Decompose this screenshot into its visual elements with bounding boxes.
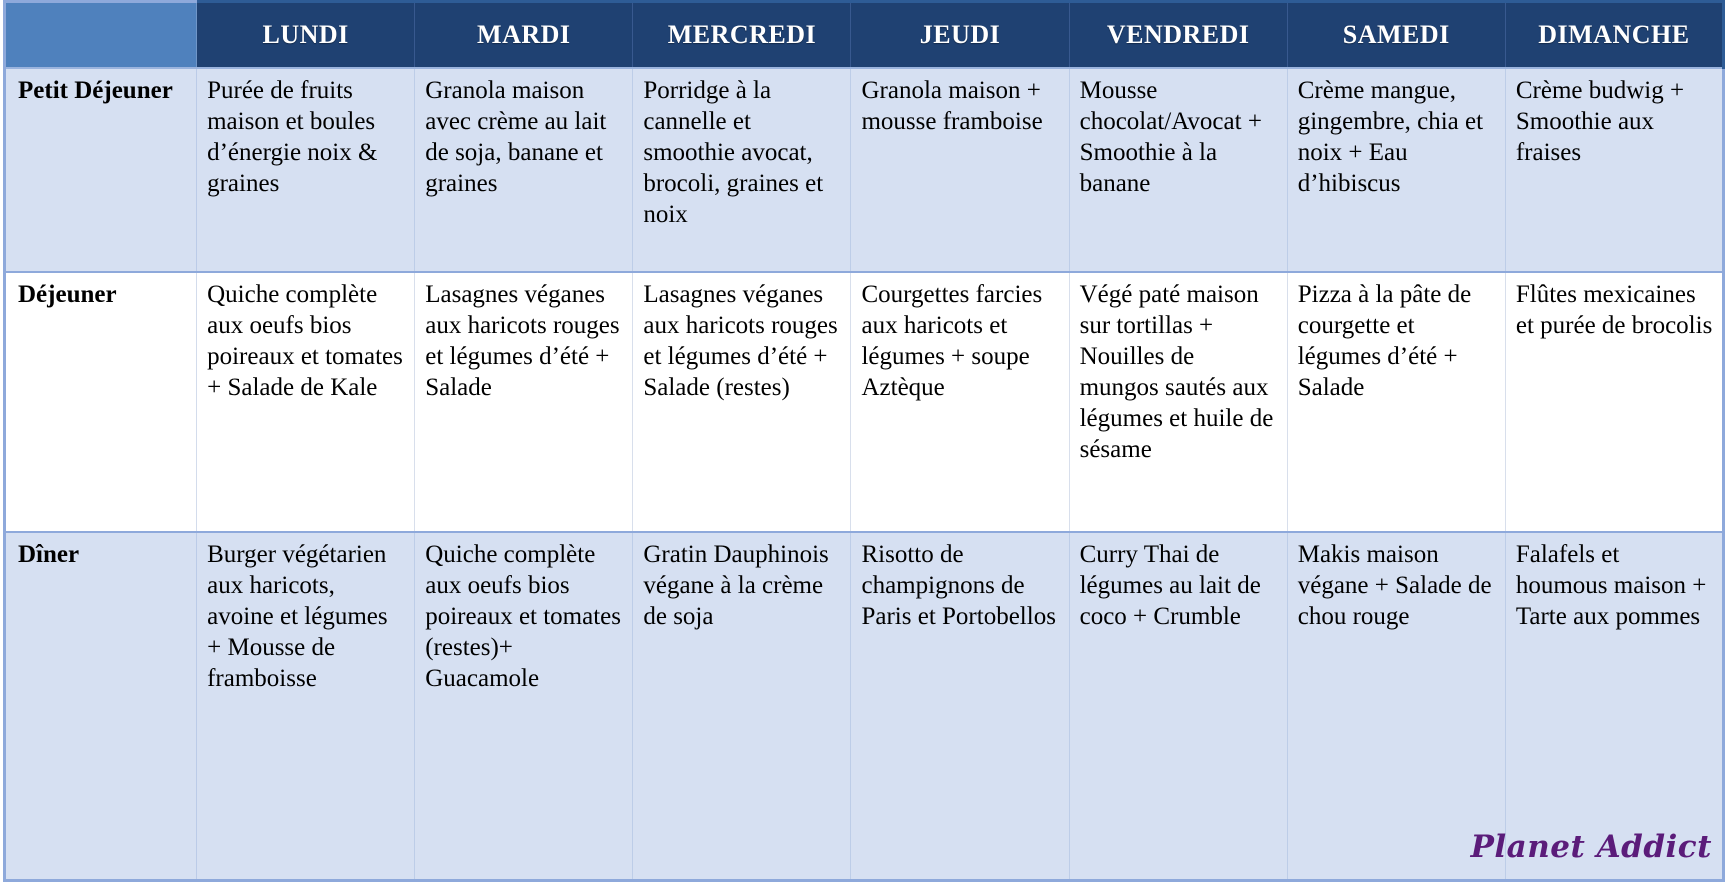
cell-dinner-wednesday: Gratin Dauphinois végane à la crème de soja — [633, 532, 851, 881]
header-row — [5, 2, 1724, 69]
table-body — [5, 68, 1724, 881]
table-row-dinner — [5, 532, 1724, 881]
cell-breakfast-tuesday: Granola maison avec crème au lait de soja, banane et graines — [415, 68, 633, 272]
column-header-friday: VENDREDI — [1069, 2, 1287, 69]
cell-breakfast-wednesday: Porridge à la cannelle et smoothie avocat, brocoli, graines et noix — [633, 68, 851, 272]
meal-label-dinner: Dîner — [5, 532, 197, 881]
cell-lunch-wednesday: Lasagnes véganes aux haricots rouges et légumes d’été + Salade (restes) — [633, 272, 851, 532]
cell-dinner-saturday: Makis maison végane + Salade de chou rouge — [1287, 532, 1505, 881]
cell-dinner-monday: Burger végétarien aux haricots, avoine et légumes + Mousse de framboisse — [197, 532, 415, 881]
cell-breakfast-thursday: Granola maison + mousse framboise — [851, 68, 1069, 272]
meal-label-lunch: Déjeuner — [5, 272, 197, 532]
cell-dinner-thursday: Risotto de champignons de Paris et Portobellos — [851, 532, 1069, 881]
cell-breakfast-saturday: Crème mangue, gingembre, chia et noix + Eau d’hibiscus — [1287, 68, 1505, 272]
column-header-tuesday: MARDI — [415, 2, 633, 69]
cell-dinner-sunday: Falafels et houmous maison + Tarte aux pommes — [1505, 532, 1723, 881]
column-header-wednesday: MERCREDI — [633, 2, 851, 69]
cell-dinner-tuesday: Quiche complète aux oeufs bios poireaux et tomates (restes)+ Guacamole — [415, 532, 633, 881]
column-header-monday: LUNDI — [197, 2, 415, 69]
cell-breakfast-friday: Mousse chocolat/Avocat + Smoothie à la banane — [1069, 68, 1287, 272]
cell-lunch-tuesday: Lasagnes véganes aux haricots rouges et légumes d’été + Salade — [415, 272, 633, 532]
cell-lunch-sunday: Flûtes mexicaines et purée de brocolis — [1505, 272, 1723, 532]
cell-lunch-friday: Végé paté maison sur tortillas + Nouilles de mungos sautés aux légumes et huile de sésame — [1069, 272, 1287, 532]
cell-breakfast-sunday: Crème budwig + Smoothie aux fraises — [1505, 68, 1723, 272]
cell-lunch-thursday: Courgettes farcies aux haricots et légumes + soupe Aztèque — [851, 272, 1069, 532]
weekly-meal-plan-table — [3, 0, 1725, 882]
cell-lunch-monday: Quiche complète aux oeufs bios poireaux et tomates + Salade de Kale — [197, 272, 415, 532]
header-corner-cell — [5, 2, 197, 69]
cell-dinner-friday: Curry Thai de légumes au lait de coco + Crumble — [1069, 532, 1287, 881]
column-header-thursday: JEUDI — [851, 2, 1069, 69]
brand-logo-planet-addict: Planet Addict — [1470, 829, 1712, 865]
table-row-breakfast — [5, 68, 1724, 272]
cell-lunch-saturday: Pizza à la pâte de courgette et légumes d’été + Salade — [1287, 272, 1505, 532]
column-header-saturday: SAMEDI — [1287, 2, 1505, 69]
table-header — [5, 2, 1724, 69]
cell-breakfast-monday: Purée de fruits maison et boules d’énergie noix & graines — [197, 68, 415, 272]
meal-label-breakfast: Petit Déjeuner — [5, 68, 197, 272]
table-row-lunch — [5, 272, 1724, 532]
column-header-sunday: DIMANCHE — [1505, 2, 1723, 69]
